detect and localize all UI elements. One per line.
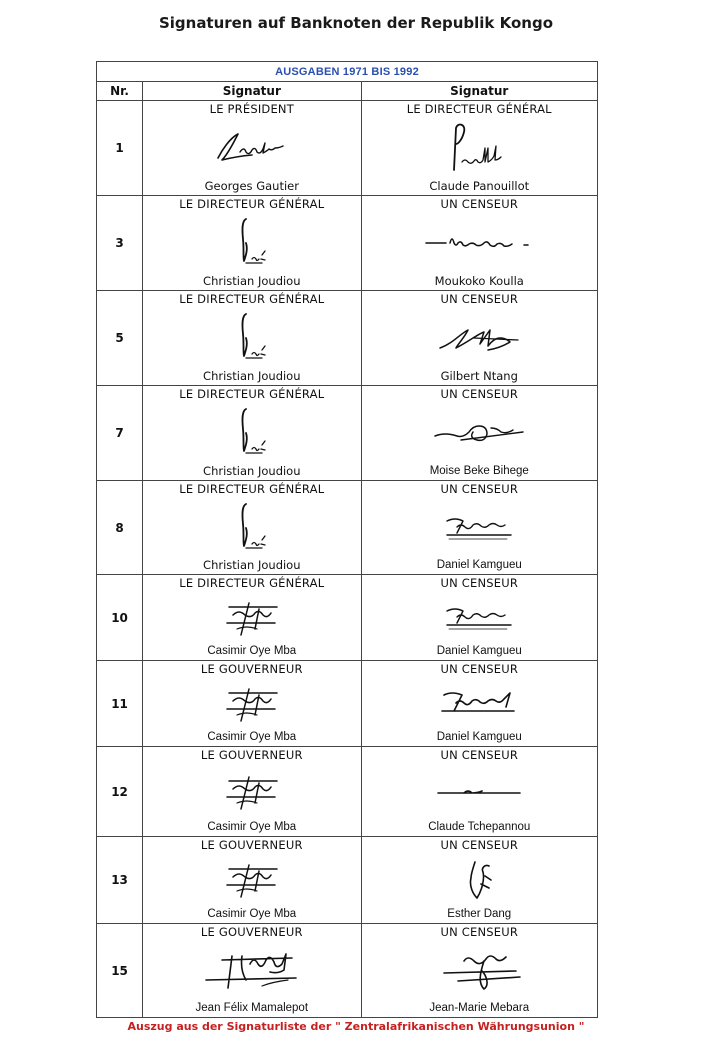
signatory-name: Casimir Oye Mba <box>207 645 297 657</box>
signature-cell-b <box>361 661 598 747</box>
handwritten-signature <box>362 762 598 821</box>
page-title: Signaturen auf Banknoten der Republik Kongo <box>158 14 554 32</box>
signatory-title: UN CENSEUR <box>440 292 519 306</box>
signature-cell-a <box>143 924 361 1018</box>
signatory-name: Casimir Oye Mba <box>207 821 297 833</box>
handwritten-signature <box>143 762 360 821</box>
signature-cell-a <box>143 101 361 196</box>
issue-number: 13 <box>97 837 143 924</box>
signatory-title: LE PRÉSIDENT <box>209 102 294 116</box>
issue-number: 10 <box>97 575 143 661</box>
signatory-title: UN CENSEUR <box>440 576 519 590</box>
issue-number: 15 <box>97 924 143 1018</box>
table-row <box>97 575 598 661</box>
signature-cell-b <box>361 196 598 291</box>
handwritten-signature <box>143 401 360 465</box>
column-header-signature-a: Signatur <box>143 82 361 101</box>
signature-cell-b <box>361 837 598 924</box>
handwritten-signature <box>143 852 360 908</box>
issue-number: 12 <box>97 747 143 837</box>
signatory-title: LE DIRECTEUR GÉNÉRAL <box>406 102 552 116</box>
signature-cell-a <box>143 386 361 481</box>
signatory-title: UN CENSEUR <box>440 748 519 762</box>
signatory-title: UN CENSEUR <box>440 482 519 496</box>
signatory-title: LE GOUVERNEUR <box>200 662 303 676</box>
signatory-title: UN CENSEUR <box>440 925 519 939</box>
footer-note: Auszug aus der Signaturliste der " Zentralafrikanischen Währungsunion " <box>127 1020 585 1033</box>
issue-number: 8 <box>97 481 143 575</box>
issue-number: 7 <box>97 386 143 481</box>
signature-table <box>96 61 598 1018</box>
signatory-name: Jean-Marie Mebara <box>429 1002 530 1014</box>
table-row <box>97 924 598 1018</box>
signatory-title: LE DIRECTEUR GÉNÉRAL <box>179 482 325 496</box>
table-row <box>97 386 598 481</box>
table-row <box>97 291 598 386</box>
signatory-title: LE GOUVERNEUR <box>200 925 303 939</box>
signatory-name: Georges Gautier <box>204 179 299 193</box>
handwritten-signature <box>362 496 598 559</box>
signatory-title: UN CENSEUR <box>440 662 519 676</box>
table-row <box>97 101 598 196</box>
signatory-title: LE DIRECTEUR GÉNÉRAL <box>179 576 325 590</box>
signatory-name: Claude Panouillot <box>429 179 530 193</box>
signatory-name: Christian Joudiou <box>203 274 301 288</box>
signatory-name: Christian Joudiou <box>203 464 301 478</box>
column-header-nr: Nr. <box>97 82 143 101</box>
signature-cell-b <box>361 481 598 575</box>
handwritten-signature <box>362 590 598 645</box>
signatory-name: Casimir Oye Mba <box>207 908 297 920</box>
signatory-name: Casimir Oye Mba <box>207 731 297 743</box>
table-row <box>97 481 598 575</box>
signatory-name: Daniel Kamgueu <box>436 559 522 571</box>
handwritten-signature <box>143 590 360 645</box>
signatory-name: Daniel Kamgueu <box>436 645 522 657</box>
handwritten-signature <box>362 939 598 1002</box>
signatory-name: Moise Beke Bihege <box>429 465 529 477</box>
table-row <box>97 661 598 747</box>
signature-cell-a <box>143 291 361 386</box>
handwritten-signature <box>143 939 360 1002</box>
signatory-title: LE DIRECTEUR GÉNÉRAL <box>179 387 325 401</box>
handwritten-signature <box>362 306 598 370</box>
signature-cell-a <box>143 575 361 661</box>
signatory-title: LE DIRECTEUR GÉNÉRAL <box>179 197 325 211</box>
section-heading: AUSGABEN 1971 BIS 1992 <box>97 62 598 82</box>
handwritten-signature <box>143 306 360 370</box>
signature-cell-b <box>361 386 598 481</box>
handwritten-signature <box>362 401 598 465</box>
table-row <box>97 196 598 291</box>
signatory-name: Daniel Kamgueu <box>436 731 522 743</box>
signatory-title: UN CENSEUR <box>440 838 519 852</box>
signatory-name: Moukoko Koulla <box>434 274 524 288</box>
signature-cell-b <box>361 747 598 837</box>
signatory-title: LE GOUVERNEUR <box>200 838 303 852</box>
signatory-name: Gilbert Ntang <box>440 369 518 383</box>
handwritten-signature <box>143 496 360 559</box>
handwritten-signature <box>362 116 598 180</box>
signature-cell-b <box>361 101 598 196</box>
table-row <box>97 747 598 837</box>
signatory-name: Christian Joudiou <box>203 369 301 383</box>
table-row <box>97 837 598 924</box>
column-header-signature-b: Signatur <box>361 82 598 101</box>
signatory-title: UN CENSEUR <box>440 387 519 401</box>
handwritten-signature <box>362 852 598 908</box>
signatory-name: Esther Dang <box>447 908 512 920</box>
handwritten-signature <box>143 211 360 275</box>
handwritten-signature <box>143 676 360 731</box>
signatory-name: Christian Joudiou <box>203 558 301 572</box>
signature-cell-a <box>143 481 361 575</box>
signatory-title: LE GOUVERNEUR <box>200 748 303 762</box>
handwritten-signature <box>362 676 598 731</box>
signature-cell-a <box>143 747 361 837</box>
signature-cell-b <box>361 924 598 1018</box>
handwritten-signature <box>362 211 598 275</box>
signatory-name: Claude Tchepannou <box>428 821 531 833</box>
issue-number: 1 <box>97 101 143 196</box>
issue-number: 11 <box>97 661 143 747</box>
handwritten-signature <box>143 116 360 180</box>
signature-cell-a <box>143 661 361 747</box>
signature-cell-b <box>361 291 598 386</box>
issue-number: 3 <box>97 196 143 291</box>
signatory-title: UN CENSEUR <box>440 197 519 211</box>
signatory-name: Jean Félix Mamalepot <box>195 1002 309 1014</box>
signatory-title: LE DIRECTEUR GÉNÉRAL <box>179 292 325 306</box>
issue-number: 5 <box>97 291 143 386</box>
signature-cell-a <box>143 837 361 924</box>
signature-cell-a <box>143 196 361 291</box>
signature-cell-b <box>361 575 598 661</box>
